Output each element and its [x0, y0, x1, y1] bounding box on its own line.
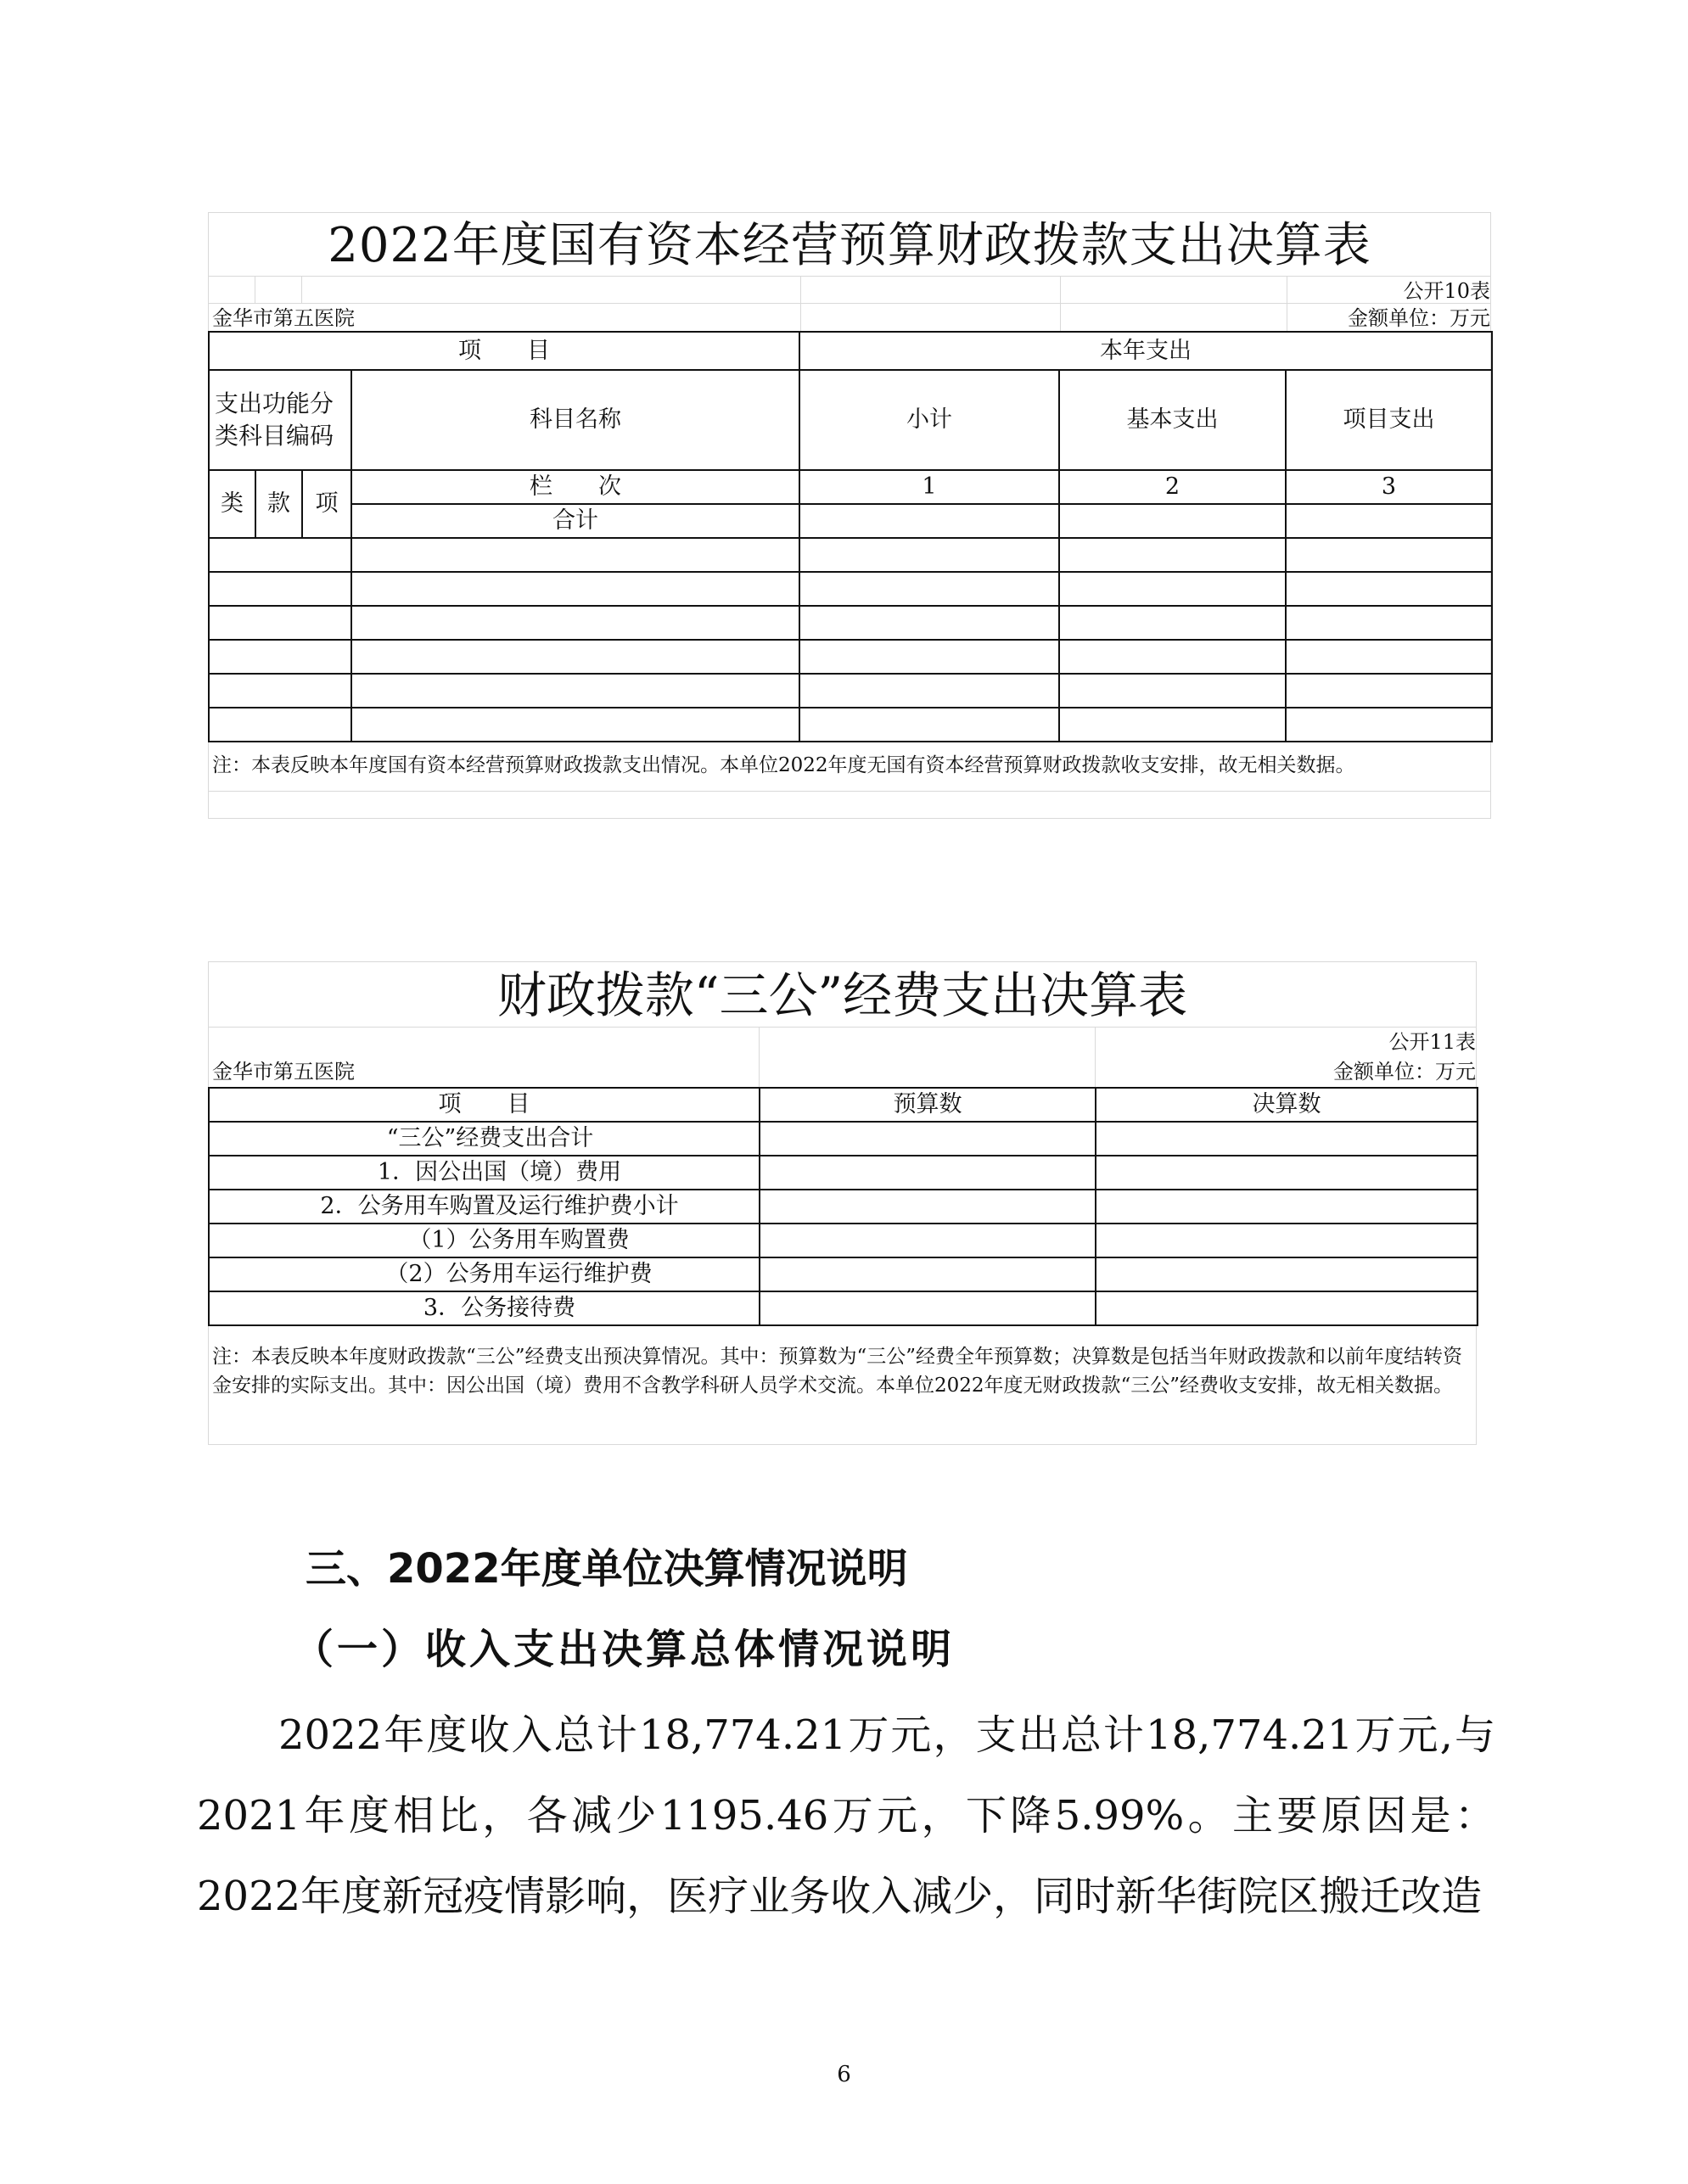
- table10-title: 2022年度国有资本经营预算财政拨款支出决算表: [328, 218, 1371, 273]
- col-number-1: 1: [799, 470, 1059, 504]
- col-xiang: 项: [302, 470, 351, 538]
- row-label: （2）公务用车运行维护费: [209, 1257, 760, 1291]
- header-budget: 预算数: [760, 1088, 1096, 1122]
- header-item: 项 目: [209, 1088, 760, 1122]
- table10-number: 公开10表: [1403, 279, 1490, 303]
- total-subtotal-cell: [799, 504, 1059, 538]
- table11-note: 注：本表反映本年度财政拨款“三公”经费支出预决算情况。其中：预算数为“三公”经费全年预算数；决算数是包括当年财政拨款和以前年度结转资金安排的实际支出。其中：因公出国（境）费用不含教学科研人员学术交流。本单位2022年度无财政拨款“三公”经费收支安排，故无相关数据。: [212, 1346, 1463, 1397]
- row-label: （1）公务用车购置费: [209, 1224, 760, 1257]
- header-subject-name: 科目名称: [351, 370, 799, 470]
- table-row: [209, 1190, 1478, 1224]
- total-project-cell: [1286, 504, 1492, 538]
- col-kuan: 款: [255, 470, 302, 538]
- table-row: [209, 708, 1492, 742]
- table10: [208, 331, 1493, 742]
- table-row: [209, 1122, 1478, 1156]
- row-label: 1．因公出国（境）费用: [209, 1156, 760, 1190]
- table10-amount-unit: 金额单位：万元: [1348, 306, 1490, 330]
- table-row: [209, 674, 1492, 708]
- table11: [208, 1087, 1478, 1326]
- row-label: 2．公务用车购置及运行维护费小计: [209, 1190, 760, 1224]
- page-number: 6: [837, 2062, 851, 2087]
- table-row: [209, 1257, 1478, 1291]
- section-paragraph: 2022年度收入总计18,774.21万元，支出总计18,774.21万元,与2021年度相比，各减少1195.46万元，下降5.99%。主要原因是：2022年度新冠疫情影响，医疗业务收入减少，同时新华街院区搬迁改造: [197, 1711, 1495, 1920]
- header-project-expenditure: 项目支出: [1286, 370, 1492, 470]
- table11-title: 财政拨款“三公”经费支出决算表: [496, 966, 1188, 1024]
- table-row: [209, 606, 1492, 640]
- table10-unit-name: 金华市第五医院: [212, 306, 355, 330]
- table-row: [209, 538, 1492, 572]
- table10-note: 注：本表反映本年度国有资本经营预算财政拨款支出情况。本单位2022年度无国有资本经营预算财政拨款收支安排，故无相关数据。: [212, 754, 1355, 776]
- row-column-number-label: 栏 次: [351, 470, 799, 504]
- col-lei: 类: [209, 470, 255, 538]
- section-subheading: （一）收入支出决算总体情况说明: [293, 1626, 956, 1673]
- header-function-code: 支出功能分类科目编码: [209, 370, 351, 470]
- table-row: [209, 572, 1492, 606]
- col-number-2: 2: [1059, 470, 1286, 504]
- row-label: “三公”经费支出合计: [209, 1122, 760, 1156]
- section-heading: 三、2022年度单位决算情况说明: [306, 1545, 908, 1593]
- row-total-label: 合计: [351, 504, 799, 538]
- table11-unit-name: 金华市第五医院: [212, 1060, 355, 1084]
- table-row: [209, 1156, 1478, 1190]
- header-basic-expenditure: 基本支出: [1059, 370, 1286, 470]
- table11-number: 公开11表: [1388, 1030, 1476, 1054]
- table-row: [209, 1224, 1478, 1257]
- table11-amount-unit: 金额单位：万元: [1333, 1060, 1476, 1084]
- header-current-expenditure: 本年支出: [799, 332, 1492, 370]
- col-number-3: 3: [1286, 470, 1492, 504]
- table-row: [209, 1291, 1478, 1325]
- header-final-account: 决算数: [1096, 1088, 1478, 1122]
- header-item: 项 目: [209, 332, 799, 370]
- header-subtotal: 小计: [799, 370, 1059, 470]
- row-label: 3．公务接待费: [209, 1291, 760, 1325]
- table-row: [209, 640, 1492, 674]
- total-basic-cell: [1059, 504, 1286, 538]
